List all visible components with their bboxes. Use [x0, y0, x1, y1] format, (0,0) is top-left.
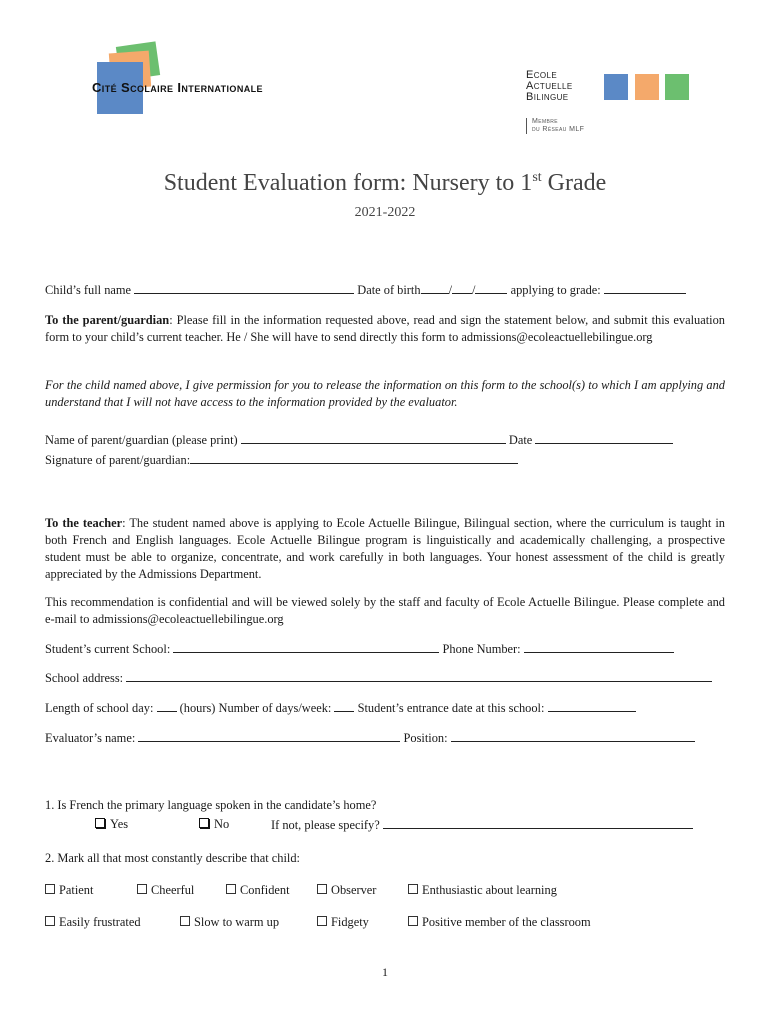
trait-patient[interactable]: Patient: [45, 882, 93, 899]
confidential-note: This recommendation is confidential and will be viewed solely by the staff and faculty of Ecole Actuelle Bilingue. Please complete and e-mail to admissions@ecoleactuellebilingue.org: [45, 595, 725, 626]
parent-signature-field[interactable]: [190, 451, 518, 464]
evaluator-name-field[interactable]: [138, 729, 400, 742]
days-per-week-field[interactable]: [334, 699, 354, 712]
trait-easily-frustrated[interactable]: Easily frustrated: [45, 914, 141, 931]
parent-name-line: Name of parent/guardian (please print) Date: [45, 431, 730, 449]
cheerful-checkbox[interactable]: [137, 884, 147, 894]
yes-checkbox[interactable]: [95, 818, 105, 828]
school-hours-field[interactable]: [157, 699, 177, 712]
eab-square-orange: [635, 74, 659, 100]
school-phone-line: Student’s current School: Phone Number:: [45, 640, 730, 658]
page-number: 1: [382, 965, 388, 979]
fidgety-checkbox[interactable]: [317, 916, 327, 926]
eab-logo-name: Ecole Actuelle Bilingue: [526, 69, 573, 103]
child-name-field[interactable]: [134, 281, 354, 294]
position-field[interactable]: [451, 729, 695, 742]
school-address-field[interactable]: [126, 669, 712, 682]
easily-frustrated-checkbox[interactable]: [45, 916, 55, 926]
entrance-date-field[interactable]: [548, 699, 636, 712]
positive-member-checkbox[interactable]: [408, 916, 418, 926]
current-school-field[interactable]: [173, 640, 439, 653]
parent-instructions: To the parent/guardian: Please fill in the information requested above, read and sign the statement below, and submit this evaluation form to your child’s current teacher. He / She will have to send directly this form to admissions@ecoleactuellebilingue.org: [45, 313, 725, 344]
evaluator-line: Evaluator’s name: Position:: [45, 729, 730, 747]
eab-member-text: Membre du Réseau MLF: [526, 118, 584, 134]
trait-confident[interactable]: Confident: [226, 882, 290, 899]
no-option[interactable]: No: [199, 816, 229, 833]
parent-date-field[interactable]: [535, 431, 673, 444]
phone-field[interactable]: [524, 640, 674, 653]
trait-fidgety[interactable]: Fidgety: [317, 914, 369, 931]
school-day-line: Length of school day: (hours) Number of days/week: Student’s entrance date at this school:: [45, 699, 730, 717]
dob-month-field[interactable]: [452, 281, 472, 294]
patient-checkbox[interactable]: [45, 884, 55, 894]
dob-day-field[interactable]: [421, 281, 449, 294]
csi-logo: [92, 44, 322, 114]
eab-square-green: [665, 74, 689, 100]
eab-logo: [526, 70, 696, 138]
question-1: 1. Is French the primary language spoken in the candidate’s home?: [45, 798, 377, 812]
observer-checkbox[interactable]: [317, 884, 327, 894]
parent-name-field[interactable]: [241, 431, 506, 444]
eab-square-blue: [604, 74, 628, 100]
traits-row-1: [45, 882, 730, 900]
traits-row-2: [45, 914, 730, 932]
slow-to-warm-up-checkbox[interactable]: [180, 916, 190, 926]
no-checkbox[interactable]: [199, 818, 209, 828]
child-info-line: Child’s full name Date of birth / / applying to grade:: [45, 281, 730, 299]
school-address-line: School address:: [45, 669, 730, 687]
page-title: Student Evaluation form: Nursery to 1st Grade: [163, 170, 607, 196]
yes-option[interactable]: Yes: [95, 816, 128, 833]
school-year: 2021-2022: [354, 205, 416, 220]
csi-logo-text: Cité Scolaire Internationale: [92, 80, 263, 95]
teacher-instructions: To the teacher: The student named above is applying to Ecole Actuelle Bilingue, Bilingual section, where the curriculum is taught in both French and English languages. Ecole Actuelle Bilingue program is linguistically and academically challenging, a prospective student must be able to organize, concentrate, and work carefully in both languages. Your honest assessment of the child is greatly appreciated by the Admissions Department.: [45, 516, 725, 581]
dob-year-field[interactable]: [475, 281, 507, 294]
grade-field[interactable]: [604, 281, 686, 294]
trait-enthusiastic[interactable]: Enthusiastic about learning: [408, 882, 557, 899]
permission-statement: For the child named above, I give permission for you to release the information on this form to the school(s) to which I am applying and understand that I will not have access to the information provided by the evaluator.: [45, 378, 725, 409]
confident-checkbox[interactable]: [226, 884, 236, 894]
trait-observer[interactable]: Observer: [317, 882, 376, 899]
trait-cheerful[interactable]: Cheerful: [137, 882, 194, 899]
question-2: 2. Mark all that most constantly describe that child:: [45, 851, 300, 865]
specify-field[interactable]: [383, 816, 693, 829]
enthusiastic-checkbox[interactable]: [408, 884, 418, 894]
trait-positive-member[interactable]: Positive member of the classroom: [408, 914, 591, 931]
parent-signature-line: Signature of parent/guardian:: [45, 451, 730, 469]
trait-slow-to-warm-up[interactable]: Slow to warm up: [180, 914, 279, 931]
